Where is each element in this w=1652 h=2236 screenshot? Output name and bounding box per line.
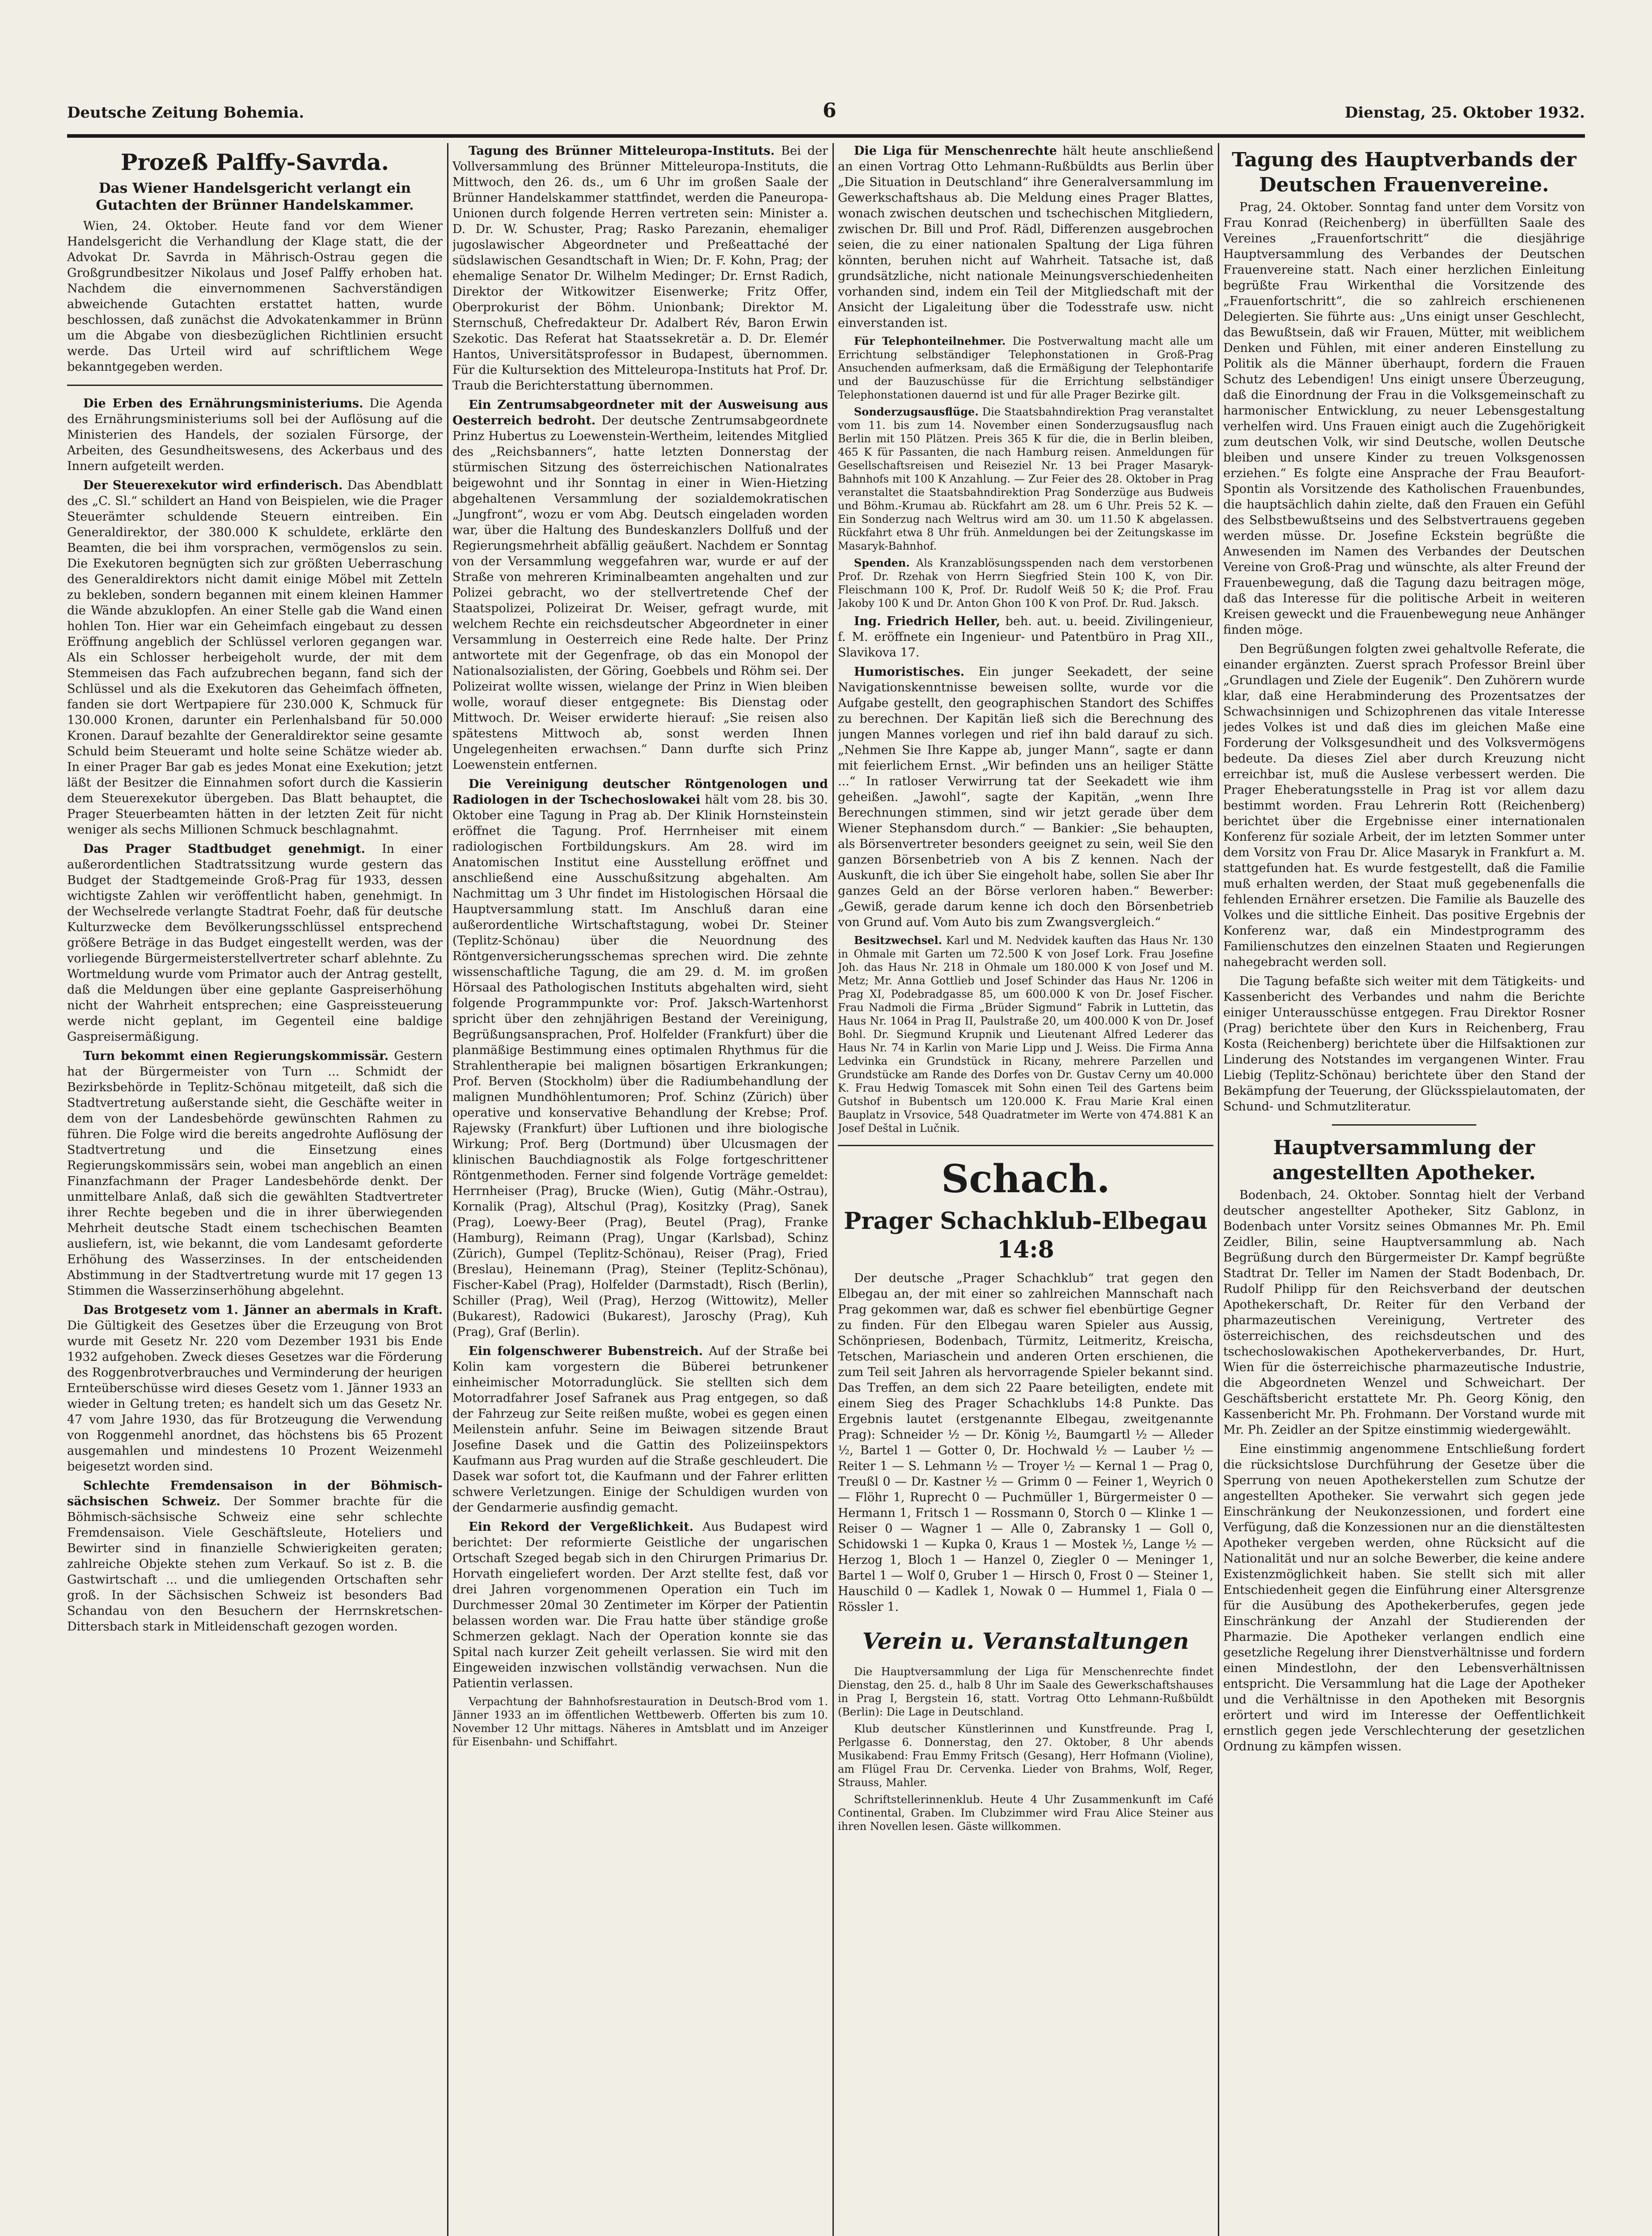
news-item-text: In einer außerordentlichen Stadtratssitzung wurde gestern das Budget der Stadtgemeinde Groß-Prag für 1933, dessen wichtigste Zahlen wir veröffentlicht haben, genehmigt. In der Wechselrede verlangte Stadtrat Foehr, daß für deutsche Kulturzwecke dem Bevölkerungsschlüssel entsprechend größere Beträge in das Budget eingestellt werden, was der vorliegende Bürgermeisterstellvertreter scharf ablehnte. Zu Wortmeldung wurde vom Primator auch der Antrag gestellt, daß die Meldungen über eine geplante Gaspreiserhöhung nicht der Wahrheit entsprechen; eine Gaspreissteuerung werde nicht geplant, im Gegenteil eine baldige Gaspreisermäßigung. [67,842,443,1044]
news-item [67,841,443,1045]
news-item-lead: Besitzwechsel. [854,934,942,947]
news-item-text: hält heute anschließend an einen Vortrag Otto Lehmann-Rußbüldts aus Berlin über „Die Situation in Deutschland“ ihre Generalversammlung im Gewerkschaftshaus ab. Die Meldung eines Prager Blattes, wonach zwischen deutschen und tschechischen Mitgliedern, zwischen Dr. Bill und Prof. Rädl, Differenzen ausgebrochen seien, die zu einer nationalen Spaltung der Liga führen könnten, beruhen nicht auf Wahrheit. Tatsache ist, daß grundsätzliche, nicht nationale Meinungsverschiedenheiten vorhanden sind, indem ein Teil der Mitgliedschaft mit der Ansicht der Ligaleitung über die Todesstrafe usw. nicht einverstanden ist. [838,144,1213,330]
news-item-lead: Die Erben des Ernährungsministeriums. [83,397,363,411]
news-item-text: Bei der Vollversammlung des Brünner Mitteleuropa-Instituts, die Mittwoch, den 26. ds., um 6 Uhr im großen Saale der Brünner Handelskammer stattfindet, werden die Paneuropa-Unionen durch folgende Herren vertreten sein: Minister a. D. Dr. W. Schuster, Prag; Rasko Parezanin, ehemaliger jugoslawischer Abgeordneter und Preßeattaché der südslawischen Gesandtschaft in Wien; Dr. F. Kohn, Prag; der ehemalige Senator Dr. Wilhelm Medinger; Dr. Ernst Radich, Direktor der Witkowitzer Eisenwerke; Fritz Offer, Oberprokurist der Böhm. Unionbank; Direktor M. Sternschuß, Chefredakteur Dr. Adalbert Rév, Baron Erwin Szekotic. Das Referat hat Staatssekretär a. D. Dr. Elemér Hantos, Universitätsprofessor in Budapest, übernommen. Für die Kultursektion des Mitteleuropa-Instituts hat Prof. Dr. Traub die Berichterstattung übernommen. [452,144,828,393]
news-item-lead: Das Prager Stadtbudget genehmigt. [83,842,365,856]
news-item-text: Gestern hat der Bürgermeister von Turn ... Schmidt der Bezirksbehörde in Teplitz-Schönau mitgeteilt, daß sich die Stadtvertretung außerstande sieht, die Geschäfte weiter in dem von der Landesbehörde gewünschten Rahmen zu führen. Die Folge wird die bereits angedrohte Auflösung der Stadtvertretung und die Einsetzung eines Regierungskommissärs sein, wobei man angeblich an einen Finanzfachmann der Prager Landesbehörde denkt. Der unmittelbare Anlaß, daß sich die gewählten Stadtvertreter ihrer Rechte begeben und die in ihrer überwiegenden Mehrheit deutsche Stadt einem tschechischen Beamten ausliefern, ist, wie bekannt, die vom Landesamt geforderte Erhöhung des Wasserzinses. In der entscheidenden Abstimmung in der Stadtvertretung wurde mit 17 gegen 13 Stimmen die Wasserzinserhöhung abgelehnt. [67,1049,443,1298]
news-item [838,664,1213,930]
news-item-text: Der deutsche Zentrumsabgeordnete Prinz Hubertus zu Loewenstein-Wertheim, leitendes Mitglied des „Reichsbanners“, hatte letzten Donnerstag der stürmischen Sitzung des österreichischen Nationalrates beigewohnt und ihr Sonntag in einer in Wien-Hietzing abgehaltenen Versammlung der sozialdemokratischen „Jungfront“, wozu er vom Abg. Deutsch eingeladen worden war, über die Haltung des Bundeskanzlers Dollfuß und der Regierungsmehrheit abfällig geäußert. Nachdem er Sonntag von der Versammlung weggefahren war, wurde er auf der Straße von mehreren Kriminalbeamten angehalten und zur Polizei gebracht, wo der stellvertretende Chef der Staatspolizei, Polizeirat Dr. Weiser, gefragt wurde, mit welchem Rechte ein reichsdeutscher Abgeordneter in einer Versammlung in Oesterreich eine Rede halte. Der Prinz antwortete mit der Gegenfrage, ob das ein Monopol der Nationalsozialisten, der Göring, Goebbels und Röhm sei. Der Polizeirat wollte wissen, wielange der Prinz in Wien bleiben wolle, worauf dieser entgegnete: Bis Dienstag oder Mittwoch. Dr. Weiser erwiderte hierauf: „Sie reisen also spätestens Mittwoch ab, sonst werden Ihnen Ungelegenheiten erwachsen.“ Dann durfte sich Prinz Loewenstein entfernen. [452,414,828,772]
news-item-text: hält vom 28. bis 30. Oktober eine Tagung in Prag ab. Der Klinik Hornsteinstein eröffnet die Tagung. Prof. Herrnheiser mit einem radiologischen Fortbildungskurs. Am 28. wird im Anatomischen Institut eine Ausstellung eröffnet und anschließend eine Ausschußsitzung abgehalten. Am Nachmittag um 3 Uhr findet im Histologischen Hörsaal die Hauptversammlung statt. Im Anschluß daran eine außerordentliche Wirtschaftstagung, wobei Dr. Steiner (Teplitz-Schönau) über die Neuordnung des Röntgenversicherungsschemas sprechen wird. Die zehnte wissenschaftliche Tagung, die am 29. d. M. im großen Hörsaal des Pathologischen Instituts abgehalten wird, sieht folgende Programmpunkte vor: Prof. Jaksch-Wartenhorst spricht über den zehnjährigen Bestand der Vereinigung, Begrüßungsansprachen, Prof. Holfelder (Frankfurt) über die planmäßige Bestimmung eines optimalen Rhythmus für die Strahlentherapie bei malignen bösartigen Erkrankungen; Prof. Berven (Stockholm) über die Radiumbehandlung der malignen Mundhöhlentumoren; Prof. Schinz (Zürich) über operative und konservative Behandlung der Krebse; Prof. Rajewsky (Frankfurt) über Luftionen und ihre biologische Wirkung; Prof. Berg (Dortmund) über Ulcusmagen der klinischen Bauchdiagnostik als Folge fortgeschrittener Röntgenmethoden. Ferner sind folgende Vorträge gemeldet: Herrnheiser (Prag), Brucke (Wien), Gutig (Mähr.-Ostrau), Kornalik (Prag), Altschul (Prag), Kositzky (Prag), Sanek (Prag), Loewy-Beer (Prag), Beutel (Prag), Franke (Hamburg), Reimann (Prag), Ungar (Karlsbad), Schinz (Zürich), Gumpel (Teplitz-Schönau), Reiser (Prag), Fried (Breslau), Heinemann (Prag), Steiner (Teplitz-Schönau), Fischer-Kabel (Prag), Holfelder (Darmstadt), Risch (Berlin), Schiller (Prag), Weil (Prag), Herzog (Wittowitz), Meller (Bukarest), Radowici (Bukarest), Jaroschy (Prag), Kuh (Prag), Graf (Berlin). [452,793,828,1339]
news-item-text: Das Abendblatt des „C. Sl.“ schildert an Hand von Beispielen, wie die Prager Steuerämter schuldende Steuern eintreiben. Ein Generaldirektor, der 380.000 K schuldete, erklärte den Beamten, die bei ihm vorsprachen, vermögenslos zu sein. Die Exekutoren begnügten sich zur größten Ueberraschung des Generaldirektors nicht damit einige Möbel mit Zetteln zu bekleben, sondern begannen mit einem kleinen Hammer die Wände abzuklopfen. An einer Stelle gab die Wand einen hohlen Ton. Hier war ein Geheimfach eingebaut zu dessen Eröffnung angeblich der Schlüssel verloren gegangen war. Als ein Schlosser herbeigeholt wurde, der mit dem Stemmeisen das Fach aufzubrechen begann, fand sich der Schlüssel und als die Exekutoren das Geheimfach öffneten, fanden sie dort Wertpapiere für 230.000 K, Schmuck für 130.000 Kronen, darunter ein Perlenhalsband für 50.000 Kronen. Darauf bezahlte der Generaldirektor seine gesamte Schuld beim Steueramt und holte seine Schätze wieder ab. In einer Prager Bar gab es jedes Monat eine Exekution; jetzt läßt der Besitzer die Einnahmen sofort durch die Kassierin dem Steuerexekutor übergeben. Das Blatt behauptet, die Prager Steuerbeamten hätten in der letzten Zeit für nicht weniger als sechs Millionen Schmuck beschlagnahmt. [67,479,443,837]
article-paragraph: Eine einstimmig angenommene Entschließung fordert die rücksichtslose Durchführung der Gesetze über die Sperrung von neuen Apothekerstellen zum Schutze der angestellten Apotheker. Sie verwahrt sich gegen jede Einschränkung der Neukonzessionen, und fordert eine Verfügung, daß die Konzessionen nur an die dienstältesten Apotheker vergeben werden, ohne Rücksicht auf die Nationalität und nur an solche Bewerber, die keine andere Existenzmöglichkeit haben. Sie stellt sich mit aller Entschiedenheit gegen die Einführung einer Altersgrenze für die Ausübung des Apothekerberufes, gegen jede Einschränkung der Anzahl der Studierenden der Pharmazie. Die Apotheker verlangen endlich eine gesetzliche Regelung ihrer Dienstverhältnisse und fordern einen Mindestlohn, der den Lebensverhältnissen entspricht. Die Versammlung hat die Lage der Apotheker und die Verhältnisse in den Apotheken mit Besorgnis erörtert und wird im Interesse der Oeffentlichkeit ernstlich gegen jede Verschlechterung der gesetzlichen Ordnung zu kämpfen wissen. [1223,1442,1585,1753]
column-3 [838,143,1213,2236]
news-item [838,143,1213,331]
news-item-lead: Turn bekommt einen Regierungskommissär. [83,1049,389,1063]
article-paragraph: Bodenbach, 24. Oktober. Sonntag hielt der Verband deutscher angestellter Apotheker, Sitz Gablonz, in Bodenbach unter Vorsitz seines Obmannes Mr. Ph. Emil Zeidler, Bilin, seine Hauptversammlung ab. Nach Begrüßung durch den Bürgermeister Dr. Kampf begrüßte Stadtrat Dr. Teller im Namen der Stadt Bodenbach, Dr. Rudolf Philipp für den Reichsverband der deutschen Apothekerschaft, Dr. Reiter für den Verband der pharmazeutischen Vereinigung, Vertreter des österreichischen, des reichsdeutschen und des tschechoslowakischen Apothekerverbandes, Dr. Hurt, Wien für die österreichische pharmazeutische Industrie, die Abgeordneten Wenzel und Schweichart. Der Geschäftsbericht erstattete Mr. Ph. Georg König, den Kassenbericht Mr. Ph. Frohmann. Der Vorstand wurde mit Mr. Ph. Zeidler an der Spitze einstimmig wiedergewählt. [1223,1188,1585,1437]
news-item-lead: Ein folgenschwerer Bubenstreich. [469,1344,703,1358]
news-item [838,614,1213,661]
news-item-lead: Ein Zentrumsabgeordneter mit der Ausweisung aus Oesterreich bedroht. [452,398,828,428]
article-subtitle: Das Wiener Handelsgericht verlangt ein Gutachten der Brünner Handelskammer. [96,180,414,213]
news-item-text: Die Postverwaltung macht alle um Errichtung selbständiger Telephonstationen in Groß-Prag Ansuchenden aufmerksam, daß die Ermäßigung der Telephontarife und der Bauzuschüsse für die Errichtung selbständiger Telephonstationen dauernd ist und für alle Prager Bezirke gilt. [838,335,1213,401]
separator [1332,1124,1477,1126]
news-item-text: Die Agenda des Ernährungsministeriums soll bei der Auflösung auf die Ministerien des Handels, der sozialen Fürsorge, der Arbeiten, des Gesundheitswesens, des Ackerbaus und des Innern aufgeteilt werden. [67,397,443,473]
chess-headline: Prager Schachklub-Elbegau 14:8 [844,1207,1208,1263]
article-paragraph: Den Begrüßungen folgten zwei gehaltvolle Referate, die einander ergänzten. Zuerst sprach Professor Breinl über „Grundlagen und Ziele der Eugenik“. Den Zuhörern wurde klar, daß eine Herabminderung des Prozentsatzes der Schwachsinnigen und Schizophrenen das vitale Interesse jedes Volkes ist und daß dies im gleichen Maße eine Forderung der Volksgesundheit und des Volksvermögens bedeute. Da dieses Ziel aber durch Kreuzung nicht erreichbar ist, muß die Auslese verbessert werden. Die Prager Eheberatungsstelle in Prag ist vor allem dazu bestimmt worden. Frau Lehrerin Rott (Reichenberg) berichtet über die Ergebnisse einer internationalen Konferenz für soziale Arbeit, der im letzten Sommer unter dem Vorsitz von Frau Dr. Alice Masaryk in Frankfurt a. M. stattgefunden hat. Es wurde festgestellt, daß die Familie muß erhalten werden, der Staat muß gegebenenfalls die fehlenden Ernährer ersetzen. Die Familie als Bauzelle des Volkes und die sittliche Einheit. Das positive Ergebnis der Konferenz war, daß ein Mindestprogramm des Familienschutzes den einzelnen Staaten und Regierungen nahegebracht werden soll. [1223,642,1585,969]
news-item-text: Aus Budapest wird berichtet: Der reformierte Geistliche der ungarischen Ortschaft Szeged begab sich in den Chirurgen Primarius Dr. Horvath eingeliefert worden. Der Arzt stellte fest, daß vor drei Jahren vorgenommenen Operation ein Tuch im Durchmesser 20mal 30 Zentimeter im Körper der Patientin belassen worden war. Die Frau hatte über ständige große Schmerzen geklagt. Nach der Operation konnte sie das Spital nach kurzer Zeit geheilt verlassen. Sie wird mit den Eingeweiden inzwischen vollständig verwachsen. Nun die Patientin verlassen. [452,1520,828,1690]
news-item-text: Auf der Straße bei Kolin kam vorgestern die Büberei betrunkener einheimischer Motorradunglück. Sie stellten sich dem Motorradfahrer Josef Safranek aus Prag entgegen, so daß der Fahrzeug zur Seite reißen mußte, wobei es gegen einen Meilenstein anfuhr. Seine im Beiwagen sitzende Braut Josefine Dasek und die Gattin des Polizeiinspektors Kaufmann aus Prag wurden auf die Straße geschleudert. Die Dasek war sofort tot, die Kaufmann und der Fahrer erlitten schwere Verletzungen. Einige der Schuldigen wurden von der Gendarmerie ausfindig gemacht. [452,1344,828,1515]
news-item [838,405,1213,553]
news-item-text: Ein junger Seekadett, der seine Navigationskenntnisse beweisen sollte, wurde vor die Aufgabe gestellt, den geographischen Standort des Schiffes zu berechnen. Der Kapitän ließ sich die Berechnung des jungen Mannes vorlegen und rief ihn bald darauf zu sich. „Nehmen Sie Ihre Kappe ab, junger Mann“, sagte er dann mit feierlichem Ernst. „Wir befinden uns an heiliger Stätte ...“ In ratloser Verwirrung tat der Seekadett wie ihm geheißen. „Jawohl“, sagte der Kapitän, „wenn Ihre Berechnungen stimmen, sind wir jetzt gerade über dem Wiener Stephansdom durch.“ — Bankier: „Sie behaupten, als Börsenvertreter besonders geeignet zu sein, weil Sie den ganzen Börsenbetrieb von A bis Z kennen. Nach der Auskunft, die ich über Sie eingeholt habe, sollen Sie aber Ihr ganzes Geld an der Börse verloren haben.“ Bewerber: „Gewiß, gerade darum kenne ich doch den Börsenbetrieb von Grund auf. Vom Auto bis zum Zwangsvergleich.“ [838,665,1213,929]
column-rule [832,143,834,2236]
news-item-text: Der Sommer brachte für die Böhmisch-sächsische Schweiz eine sehr schlechte Fremdensaison. Viele Geschäftsleute, Hoteliers und Bewirter sind in finanzielle Schwierigkeiten geraten; zahlreiche Objekte stehen zum Verkauf. So ist z. B. die Gastwirtschaft ... und die umliegenden Ortschaften sehr groß. In der Sächsischen Schweiz ist besonders Bad Schandau von den Besuchern der Herrnskretschen-Dittersbach stark in Mitleidenschaft gezogen worden. [67,1495,443,1634]
news-item [67,396,443,474]
column-4 [1223,143,1585,2236]
column-rule [447,143,448,2236]
news-item [452,1519,828,1691]
news-item [452,1343,828,1516]
news-item [67,1302,443,1474]
news-item-text: Karl und M. Nedvidek kauften das Haus Nr. 130 in Ohmale mit Garten um 72.500 K von Josef Lork. Frau Josefine Joh. das Haus Nr. 218 in Ohmale um 180.000 K von Josef und M. Metz; Mr. Anna Gottlieb und Josef Schinder das Haus Nr. 1206 in Prag XI, Podebradgasse 85, um 600.000 K von Dr. Josef Fischer. Frau Nadmoli die Firma „Brüder Sigmund“ Fabrik in Luttetin, das Haus Nr. 1064 in Prag II, Paulstraße 20, um 400.000 K von Dr. Josef Bohl. Dr. Siegmund Krupnik und Lieutenant Alfred Lederer das Haus Nr. 74 in Karlin von Marie Lipp und J. Weiss. Die Firma Anna Ledvinka ein Grundstück in Ricany, mehrere Parzellen und Grundstücke am Rande des Dorfes von Dr. Gustav Cerny um 40.000 K. Frau Hedwig Tomascek mit Sohn einen Teil des Gartens beim Gutshof in Bubentsch um 120.000 K. Frau Marie Kral einen Bauplatz in Vrsovice, 548 Quadratmeter im Werte von 474.881 K an Josef Deštal in Lučnik. [838,934,1213,1135]
news-item-lead: Spenden. [854,556,910,569]
event-item: Die Hauptversammlung der Liga für Menschenrechte findet Dienstag, den 25. d., halb 8 Uhr im Saale des Gewerkschaftshauses in Prag I, Bergstein 16, statt. Vortrag Otto Lehmann-Rußbüldt (Berlin): Die Lage in Deutschland. [838,1665,1213,1718]
article-title: Prozeß Palffy-Savrda. [120,149,389,175]
news-item-lead: Das Brotgesetz vom 1. Jänner an abermals in Kraft. [83,1303,443,1317]
event-item: Klub deutscher Künstlerinnen und Kunstfreunde. Prag I, Perlgasse 6. Donnerstag, den 27. Oktober, 8 Uhr abends Musikabend: Frau Emmy Fritsch (Gesang), Herr Hofmann (Violine), am Flügel Frau Dr. Cervenka. Lieder von Brahms, Wolf, Reger, Strauss, Mahler. [838,1723,1213,1789]
news-item-lead: Ing. Friedrich Heller, [854,614,1001,628]
section-title-chess: Schach. [941,1156,1110,1202]
newspaper-title: Deutsche Zeitung Bohemia. [67,104,304,122]
news-item-lead: Für Telephonteilnehmer. [854,335,1006,347]
news-item-lead: Sonderzugsausflüge. [854,405,979,418]
news-item [67,1478,443,1635]
news-item-text: beh. aut. u. beeid. Zivilingenieur, f. M. eröffnete ein Ingenieur- und Patentbüro in Prag XII., Slavikova 17. [838,614,1213,660]
news-item-text: Als Kranzablösungsspenden nach dem verstorbenen Prof. Dr. Rzehak von Herrn Siegfried Stein 100 K, von Dir. Fleischmann 100 K, Prof. Dr. Rudolf Weiß 50 K; die Prof. Frau Jakoby 100 K und Dr. Anton Ghon 100 K von Prof. Dr. Rud. Jaksch. [838,557,1213,610]
news-item [838,335,1213,402]
article-title: Hauptversammlung der angestellten Apotheker. [1272,1136,1536,1184]
column-2 [452,143,828,2236]
news-item [838,934,1213,1135]
page-header [67,99,1585,126]
article-title: Tagung des Hauptverbands der Deutschen Frauenvereine. [1232,148,1576,196]
column-1 [67,143,443,2236]
news-item [452,143,828,394]
news-item [838,556,1213,610]
news-item [67,478,443,838]
classified-notice: Verpachtung der Bahnhofsrestauration in Deutsch-Brod vom 1. Jänner 1933 an im öffentlichen Wettbewerb. Offerten bis zum 10. November 12 Uhr mittags. Näheres in Amtsblatt und im Anzeiger für Eisenbahn- und Schiffahrt. [452,1695,828,1748]
chess-report: Der deutsche „Prager Schachklub“ trat gegen den Elbegau an, der mit einer so zahlreichen Mannschaft nach Prag gekommen war, daß es schwer fiel ebenbürtige Gegner zu finden. Für den Elbegau waren Spieler aus Aussig, Schönpriesen, Bodenbach, Türmitz, Leitmeritz, Kreischa, Tetschen, Mariaschein und anderen Orten erschienen, die zum Teil seit Jahren als hervorragende Spieler bekannt sind. Das Treffen, an dem sich 22 Paare beteiligten, endete mit einem Sieg des Prager Schachklubs 14:8 Punkte. Das Ergebnis lautet (erstgenannte Elbegau, zweitgenannte Prag): Schneider ½ — Dr. König ½, Baumgartl ½ — Alleder ½, Bartel 1 — Gotter 0, Dr. Hochwald ½ — Lauber ½ — Reiter 1 — S. Lehmann ½ — Troyer ½ — Kernal 1 — Prag 0, Treußl 0 — Dr. Kastner ½ — Grimm 0 — Feiner 1, Weyrich 0 — Flöhr 1, Ruprecht 0 — Puchmüller 1, Bürgermeister 0 — Hermann 1, Fritsch 1 — Rossmann 0, Storch 0 — Klinke 1 — Reiser 0 — Wagner 1 — Alle 0, Zabransky 1 — Goll 0, Schidowski 1 — Kupka 0, Kraus 1 — Mostek ½, Lange ½ — Herzog 1, Bloch 1 — Hanzel 0, Ziegler 0 — Meninger 1, Bartel 1 — Wolf 0, Gruber 1 — Hirsch 0, Frost 0 — Steiner 1, Hauschild 0 — Kadlek 1, Nowak 0 — Hummel 1, Fiala 0 — Rössler 1. [838,1271,1213,1614]
news-item-lead: Humoristisches. [854,665,965,679]
news-item-lead: Schlechte Fremdensaison in der Böhmisch-sächsischen Schweiz. [67,1479,443,1508]
news-item-lead: Die Vereinigung deutscher Röntgenologen und Radiologen in der Tschechoslowakei [452,777,828,807]
article-paragraph: Wien, 24. Oktober. Heute fand vor dem Wiener Handelsgericht die Verhandlung der Klage statt, die der Advokat Dr. Savrda in Mährisch-Ostrau gegen die Großgrundbesitzer Nikolaus und Josef Palffy erhoben hat. Nachdem die einvernommenen Sachverständigen abweichende Gutachten erstattet hatten, wurde beschlossen, daß zunächst die Advokatenkammer in Brünn um die Abgabe von diesbezüglichen Richtlinien ersucht werde. Das Urteil wird auf schriftlichem Wege bekanntgegeben werden. [67,219,443,374]
news-item-lead: Der Steuerexekutor wird erfinderisch. [83,479,343,492]
news-item-text: Die Gültigkeit des Gesetzes über die Erzeugung von Brot wurde mit Gesetz Nr. 220 vom Dezember 1931 bis Ende 1932 aufgehoben. Zweck dieses Gesetzes war die Förderung des Roggenbrotverbrauches und Verminderung der heurigen Ernteüberschüsse wird dieses Gesetz vom 1. Jänner 1933 an wieder in Geltung treten; es handelt sich um das Gesetz Nr. 47 vom Jahre 1930, das für Brotzeugung die Verwendung von Roggenmehl anordnet, das höchstens bis 65 Prozent ausgemahlen und mindestens 10 Prozent Weizenmehl beigesetzt worden sind. [67,1319,443,1474]
news-item [67,1048,443,1299]
news-item-lead: Tagung des Brünner Mitteleuropa-Instituts. [469,144,775,158]
news-item-lead: Die Liga für Menschenrechte [854,144,1057,158]
issue-date: Dienstag, 25. Oktober 1932. [1344,104,1585,122]
page-number: 6 [823,99,837,122]
header-rule [67,134,1585,138]
event-item: Schriftstellerinnenklub. Heute 4 Uhr Zusammenkunft im Café Continental, Graben. Im Clubzimmer wird Frau Alice Steiner aus ihren Novellen lesen. Gäste willkommen. [838,1793,1213,1833]
news-item-text: Die Staatsbahndirektion Prag veranstaltet vom 11. bis zum 14. November einen Sonderzugsausflug nach Berlin mit 150 Plätzen. Preis 365 K für die, die in Berlin bleiben, 465 K für Passanten, die nach Hamburg reisen. Anmeldungen für Gesellschaftsreisen und Reiseziel Nr. 13 bei Prager Masaryk-Bahnhofs mit 100 K Anzahlung. — Zur Feier des 28. Oktober in Prag veranstaltet die Staatsbahndirektion Prag Sonderzüge aus Budweis und Böhm.-Krumau ab. Rückfahrt am 28. um 6 Uhr. Preis 52 K. — Ein Sonderzug nach Weltrus wird am 30. um 11.50 K abgelassen. Rückfahrt etwa 8 Uhr früh. Anmeldungen bei der Zeitungskasse im Masaryk-Bahnhof. [838,406,1213,552]
article-paragraph: Prag, 24. Oktober. Sonntag fand unter dem Vorsitz von Frau Konrad (Reichenberg) in überfüllten Saale des Vereines „Frauenfortschritt“ die diesjährige Hauptversammlung des Verbandes der Deutschen Frauenvereine statt. Nach einer herzlichen Einleitung begrüßte Frau Wirkenthal die Vorsitzende des „Frauenfortschritt“, die so zahlreich erschienenen Delegierten. Sie führte aus: „Uns einigt unser Geschlecht, das Bewußtsein, daß wir Frauen, Mütter, mit weiblichem Denken und Fühlen, mit einer anderen Einstellung zu Politik als die Männer überhaupt, fordern die Frauen Schutz des Lebendigen! Uns einigt unsere Überzeugung, daß die Einordnung der Frau in die Volksgemeinschaft zu harmonischer Entwicklung, zu neuer Lebensgestaltung verhelfen wird. Uns Frauen einigt auch die Zugehörigkeit zum deutschen Volk, wir sind Deutsche, wollen Deutsche bleiben und unsere Kinder zu treuen Volksgenossen erziehen.“ Es folgte eine Ansprache der Frau Beaufort-Spontin als Vorsitzende des Katholischen Frauenbundes, die hauptsächlich dahin zielte, daß den Frauen ein Gefühl des Selbstbewußtseins und des Selbstvertrauens gegeben werden müsse. Dr. Josefine Eckstein begrüßte die Anwesenden im Namen des Verbandes der Deutschen Vereine von Groß-Prag und wünschte, als alter Freund der Frauenbewegung, daß die Tagung dazu beitragen möge, daß das Interesse für die politische Arbeit in weiteren Kreisen geweckt und die Frauenbewegung neue Anhänger finden möge. [1223,200,1585,637]
separator [67,385,443,386]
news-item [452,397,828,773]
section-title-events: Verein u. Veranstaltungen [862,1628,1189,1654]
news-item [452,776,828,1340]
separator [838,1145,1213,1146]
article-paragraph: Die Tagung befaßte sich weiter mit dem Tätigkeits- und Kassenbericht des Verbandes und nahm die Berichte einiger Unterausschüsse entgegen. Frau Direktor Rosner (Prag) berichtete über den Kurs in Reichenberg, Frau Kosta (Reichenberg) berichtete über die Hilfsaktionen zur Linderung des Notstandes im vergangenen Winter. Frau Liebig (Teplitz-Schönau) berichtete über den Stand der Bekämpfung der Teuerung, der Glücksspielautomaten, der Schund- und Schmutzliteratur. [1223,974,1585,1114]
column-rule [1218,143,1219,2236]
news-item-lead: Ein Rekord der Vergeßlichkeit. [469,1520,694,1534]
